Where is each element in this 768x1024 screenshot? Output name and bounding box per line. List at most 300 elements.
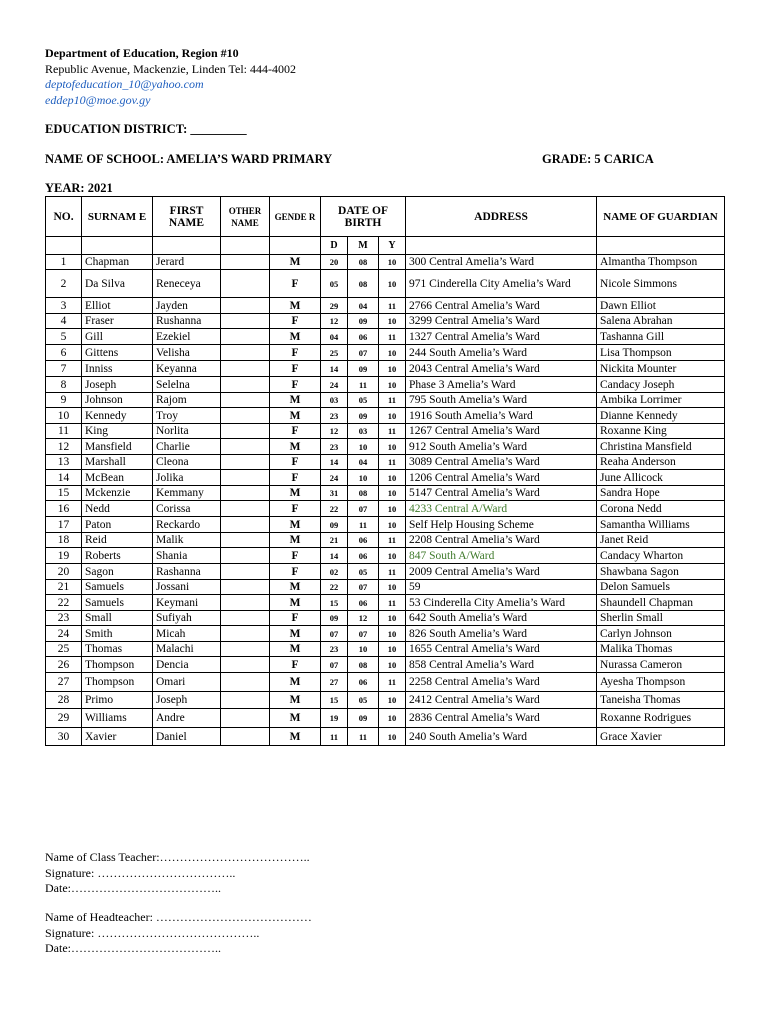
- table-row: [46, 377, 725, 393]
- address-cell: Phase 3 Amelia’s Ward: [406, 377, 597, 393]
- gender-cell: F: [270, 424, 321, 439]
- email-link-1[interactable]: deptofeducation_10@yahoo.com: [45, 77, 204, 91]
- table-row: [46, 424, 725, 439]
- address-cell: 2208 Central Amelia’s Ward: [406, 533, 597, 548]
- other-name-cell: [221, 611, 270, 626]
- department-address: Republic Avenue, Mackenzie, Linden Tel: 444-4002: [45, 61, 296, 76]
- table-row: [46, 517, 725, 533]
- header-gender: GENDE R: [270, 197, 321, 237]
- dob-month-cell: 11: [348, 728, 379, 746]
- first-name-cell: Charlie: [153, 439, 221, 455]
- address-cell: 2009 Central Amelia’s Ward: [406, 564, 597, 580]
- dob-day-cell: 24: [321, 377, 348, 393]
- header-no: NO.: [46, 197, 82, 237]
- dob-month-cell: 06: [348, 329, 379, 345]
- gender-cell: M: [270, 642, 321, 657]
- other-name-cell: [221, 595, 270, 611]
- table-body: [46, 255, 725, 746]
- header-date-of-birth: DATE OF BIRTH: [321, 197, 406, 237]
- surname-cell: King: [82, 424, 153, 439]
- dob-year-cell: 10: [379, 361, 406, 377]
- dob-year-cell: 10: [379, 314, 406, 329]
- row-number: 5: [46, 329, 82, 345]
- dob-day-cell: 07: [321, 626, 348, 642]
- dob-day-cell: 12: [321, 314, 348, 329]
- dob-day-cell: 29: [321, 298, 348, 314]
- first-name-cell: Rashanna: [153, 564, 221, 580]
- dob-year-cell: 10: [379, 580, 406, 595]
- surname-cell: McBean: [82, 470, 153, 486]
- address-cell: Self Help Housing Scheme: [406, 517, 597, 533]
- dob-month-cell: 03: [348, 424, 379, 439]
- guardian-cell: Carlyn Johnson: [597, 626, 725, 642]
- row-number: 18: [46, 533, 82, 548]
- dob-month-cell: 10: [348, 642, 379, 657]
- surname-cell: Roberts: [82, 548, 153, 564]
- row-number: 1: [46, 255, 82, 270]
- dob-year-cell: 10: [379, 408, 406, 424]
- dob-month-cell: 07: [348, 580, 379, 595]
- surname-cell: Mckenzie: [82, 486, 153, 501]
- table-row: [46, 361, 725, 377]
- table-row: [46, 709, 725, 728]
- header-guardian: NAME OF GUARDIAN: [597, 197, 725, 237]
- dob-month-cell: 06: [348, 595, 379, 611]
- dob-day-cell: 05: [321, 270, 348, 298]
- other-name-cell: [221, 393, 270, 408]
- other-name-cell: [221, 361, 270, 377]
- first-name-cell: Sufiyah: [153, 611, 221, 626]
- first-name-cell: Malik: [153, 533, 221, 548]
- table-row: [46, 595, 725, 611]
- gender-cell: M: [270, 580, 321, 595]
- dob-year-cell: 11: [379, 673, 406, 692]
- dob-month-cell: 10: [348, 439, 379, 455]
- dob-month-cell: 06: [348, 548, 379, 564]
- address-cell: 826 South Amelia’s Ward: [406, 626, 597, 642]
- dob-day-cell: 02: [321, 564, 348, 580]
- address-cell: 642 South Amelia’s Ward: [406, 611, 597, 626]
- gender-cell: M: [270, 255, 321, 270]
- dob-day-cell: 21: [321, 533, 348, 548]
- guardian-cell: Candacy Wharton: [597, 548, 725, 564]
- other-name-cell: [221, 517, 270, 533]
- other-name-cell: [221, 657, 270, 673]
- first-name-cell: Ezekiel: [153, 329, 221, 345]
- other-name-cell: [221, 377, 270, 393]
- other-name-cell: [221, 270, 270, 298]
- surname-cell: Mansfield: [82, 439, 153, 455]
- surname-cell: Thompson: [82, 657, 153, 673]
- dob-year-cell: 10: [379, 255, 406, 270]
- first-name-cell: Jolika: [153, 470, 221, 486]
- address-cell: 244 South Amelia’s Ward: [406, 345, 597, 361]
- other-name-cell: [221, 329, 270, 345]
- dob-month-cell: 08: [348, 255, 379, 270]
- gender-cell: F: [270, 314, 321, 329]
- letterhead: [45, 46, 296, 108]
- table-row: [46, 393, 725, 408]
- dob-year-cell: 11: [379, 424, 406, 439]
- other-name-cell: [221, 408, 270, 424]
- guardian-cell: Samantha Williams: [597, 517, 725, 533]
- row-number: 4: [46, 314, 82, 329]
- gender-cell: F: [270, 470, 321, 486]
- header-day: D: [321, 237, 348, 255]
- first-name-cell: Keyanna: [153, 361, 221, 377]
- first-name-cell: Rushanna: [153, 314, 221, 329]
- guardian-cell: Lisa Thompson: [597, 345, 725, 361]
- guardian-cell: Malika Thomas: [597, 642, 725, 657]
- surname-cell: Samuels: [82, 580, 153, 595]
- dob-day-cell: 11: [321, 728, 348, 746]
- gender-cell: M: [270, 486, 321, 501]
- dob-day-cell: 23: [321, 408, 348, 424]
- row-number: 14: [46, 470, 82, 486]
- row-number: 12: [46, 439, 82, 455]
- guardian-cell: Corona Nedd: [597, 501, 725, 517]
- table-row: [46, 611, 725, 626]
- gender-cell: M: [270, 692, 321, 709]
- other-name-cell: [221, 626, 270, 642]
- dob-day-cell: 25: [321, 345, 348, 361]
- other-name-cell: [221, 298, 270, 314]
- gender-cell: F: [270, 564, 321, 580]
- guardian-cell: Shawbana Sagon: [597, 564, 725, 580]
- table-row: [46, 548, 725, 564]
- first-name-cell: Andre: [153, 709, 221, 728]
- guardian-cell: Delon Samuels: [597, 580, 725, 595]
- table-row: [46, 408, 725, 424]
- dob-year-cell: 10: [379, 270, 406, 298]
- first-name-cell: Cleona: [153, 455, 221, 470]
- guardian-cell: Tashanna Gill: [597, 329, 725, 345]
- row-number: 13: [46, 455, 82, 470]
- guardian-cell: Candacy Joseph: [597, 377, 725, 393]
- education-district: EDUCATION DISTRICT: _________: [45, 122, 247, 136]
- other-name-cell: [221, 439, 270, 455]
- guardian-cell: Ayesha Thompson: [597, 673, 725, 692]
- address-cell: 2766 Central Amelia’s Ward: [406, 298, 597, 314]
- surname-cell: Small: [82, 611, 153, 626]
- subheader-empty: [221, 237, 270, 255]
- guardian-cell: Nickita Mounter: [597, 361, 725, 377]
- surname-cell: Kennedy: [82, 408, 153, 424]
- table-row: [46, 642, 725, 657]
- row-number: 17: [46, 517, 82, 533]
- address-cell: 300 Central Amelia’s Ward: [406, 255, 597, 270]
- other-name-cell: [221, 692, 270, 709]
- surname-cell: Smith: [82, 626, 153, 642]
- header-surname: SURNAM E: [82, 197, 153, 237]
- gender-cell: F: [270, 361, 321, 377]
- address-cell: 240 South Amelia’s Ward: [406, 728, 597, 746]
- surname-cell: Chapman: [82, 255, 153, 270]
- row-number: 9: [46, 393, 82, 408]
- dob-year-cell: 10: [379, 709, 406, 728]
- row-number: 26: [46, 657, 82, 673]
- surname-cell: Primo: [82, 692, 153, 709]
- dob-day-cell: 15: [321, 692, 348, 709]
- dob-year-cell: 10: [379, 642, 406, 657]
- dob-year-cell: 10: [379, 517, 406, 533]
- surname-cell: Da Silva: [82, 270, 153, 298]
- dob-year-cell: 10: [379, 439, 406, 455]
- first-name-cell: Dencia: [153, 657, 221, 673]
- address-cell: 858 Central Amelia’s Ward: [406, 657, 597, 673]
- surname-cell: Sagon: [82, 564, 153, 580]
- dob-year-cell: 11: [379, 455, 406, 470]
- dob-day-cell: 22: [321, 580, 348, 595]
- dob-day-cell: 09: [321, 517, 348, 533]
- gender-cell: F: [270, 501, 321, 517]
- dob-year-cell: 10: [379, 501, 406, 517]
- gender-cell: F: [270, 657, 321, 673]
- other-name-cell: [221, 486, 270, 501]
- subheader-empty: [82, 237, 153, 255]
- headteacher-block: [45, 910, 312, 957]
- subheader-empty: [597, 237, 725, 255]
- table-row: [46, 692, 725, 709]
- email-link-2[interactable]: eddep10@moe.gov.gy: [45, 92, 151, 107]
- gender-cell: M: [270, 728, 321, 746]
- address-cell: 1916 South Amelia’s Ward: [406, 408, 597, 424]
- row-number: 2: [46, 270, 82, 298]
- other-name-cell: [221, 580, 270, 595]
- dob-month-cell: 06: [348, 533, 379, 548]
- address-cell: 912 South Amelia’s Ward: [406, 439, 597, 455]
- gender-cell: M: [270, 533, 321, 548]
- table-row: [46, 626, 725, 642]
- address-cell: 1655 Central Amelia’s Ward: [406, 642, 597, 657]
- dob-month-cell: 05: [348, 393, 379, 408]
- surname-cell: Thomas: [82, 642, 153, 657]
- dob-month-cell: 11: [348, 517, 379, 533]
- dob-day-cell: 23: [321, 439, 348, 455]
- dob-year-cell: 10: [379, 470, 406, 486]
- gender-cell: F: [270, 611, 321, 626]
- row-number: 25: [46, 642, 82, 657]
- gender-cell: M: [270, 595, 321, 611]
- address-cell: 4233 Central A/Ward: [406, 501, 597, 517]
- other-name-cell: [221, 533, 270, 548]
- surname-cell: Gittens: [82, 345, 153, 361]
- gender-cell: F: [270, 377, 321, 393]
- other-name-cell: [221, 424, 270, 439]
- guardian-cell: Shaundell Chapman: [597, 595, 725, 611]
- surname-cell: Joseph: [82, 377, 153, 393]
- guardian-cell: Janet Reid: [597, 533, 725, 548]
- header-first-name: FIRST NAME: [153, 197, 221, 237]
- header-other-name: OTHER NAME: [221, 197, 270, 237]
- other-name-cell: [221, 314, 270, 329]
- row-number: 10: [46, 408, 82, 424]
- other-name-cell: [221, 501, 270, 517]
- guardian-cell: Reaha Anderson: [597, 455, 725, 470]
- first-name-cell: Selelna: [153, 377, 221, 393]
- table-row: [46, 657, 725, 673]
- grade-label: GRADE: 5 CARICA: [542, 152, 654, 166]
- first-name-cell: Kemmany: [153, 486, 221, 501]
- row-number: 28: [46, 692, 82, 709]
- table-row: [46, 439, 725, 455]
- address-cell: 59: [406, 580, 597, 595]
- surname-cell: Thompson: [82, 673, 153, 692]
- dob-month-cell: 08: [348, 657, 379, 673]
- row-number: 22: [46, 595, 82, 611]
- subheader-empty: [153, 237, 221, 255]
- dob-year-cell: 10: [379, 377, 406, 393]
- dob-month-cell: 09: [348, 408, 379, 424]
- dob-month-cell: 10: [348, 470, 379, 486]
- table-row: [46, 673, 725, 692]
- first-name-cell: Reneceya: [153, 270, 221, 298]
- dob-day-cell: 20: [321, 255, 348, 270]
- first-name-cell: Troy: [153, 408, 221, 424]
- table-row: [46, 728, 725, 746]
- address-cell: 2258 Central Amelia’s Ward: [406, 673, 597, 692]
- dob-month-cell: 06: [348, 673, 379, 692]
- subheader-empty: [270, 237, 321, 255]
- dob-year-cell: 10: [379, 692, 406, 709]
- dob-day-cell: 12: [321, 424, 348, 439]
- dob-day-cell: 19: [321, 709, 348, 728]
- table-row: [46, 501, 725, 517]
- dob-month-cell: 11: [348, 377, 379, 393]
- surname-cell: Samuels: [82, 595, 153, 611]
- subheader-empty: [46, 237, 82, 255]
- first-name-cell: Keymani: [153, 595, 221, 611]
- dob-day-cell: 24: [321, 470, 348, 486]
- dob-year-cell: 10: [379, 548, 406, 564]
- row-number: 20: [46, 564, 82, 580]
- first-name-cell: Jerard: [153, 255, 221, 270]
- gender-cell: M: [270, 298, 321, 314]
- table-row: [46, 486, 725, 501]
- gender-cell: M: [270, 408, 321, 424]
- first-name-cell: Joseph: [153, 692, 221, 709]
- header-address: ADDRESS: [406, 197, 597, 237]
- first-name-cell: Norlita: [153, 424, 221, 439]
- dob-year-cell: 10: [379, 486, 406, 501]
- dob-month-cell: 09: [348, 314, 379, 329]
- surname-cell: Marshall: [82, 455, 153, 470]
- guardian-cell: Taneisha Thomas: [597, 692, 725, 709]
- row-number: 30: [46, 728, 82, 746]
- header-year: Y: [379, 237, 406, 255]
- surname-cell: Elliot: [82, 298, 153, 314]
- other-name-cell: [221, 564, 270, 580]
- surname-cell: Fraser: [82, 314, 153, 329]
- row-number: 11: [46, 424, 82, 439]
- class-teacher-name: Name of Class Teacher:………………………………..: [45, 850, 310, 864]
- dob-year-cell: 10: [379, 728, 406, 746]
- row-number: 3: [46, 298, 82, 314]
- table-row: [46, 329, 725, 345]
- guardian-cell: Sandra Hope: [597, 486, 725, 501]
- other-name-cell: [221, 728, 270, 746]
- dob-month-cell: 07: [348, 501, 379, 517]
- dob-day-cell: 14: [321, 361, 348, 377]
- table-row: [46, 470, 725, 486]
- surname-cell: Nedd: [82, 501, 153, 517]
- address-cell: 2412 Central Amelia’s Ward: [406, 692, 597, 709]
- row-number: 8: [46, 377, 82, 393]
- row-number: 16: [46, 501, 82, 517]
- dob-month-cell: 09: [348, 709, 379, 728]
- dob-day-cell: 14: [321, 455, 348, 470]
- surname-cell: Gill: [82, 329, 153, 345]
- row-number: 6: [46, 345, 82, 361]
- first-name-cell: Jayden: [153, 298, 221, 314]
- gender-cell: F: [270, 270, 321, 298]
- first-name-cell: Velisha: [153, 345, 221, 361]
- dob-day-cell: 31: [321, 486, 348, 501]
- guardian-cell: Nurassa Cameron: [597, 657, 725, 673]
- address-cell: 795 South Amelia’s Ward: [406, 393, 597, 408]
- other-name-cell: [221, 548, 270, 564]
- first-name-cell: Reckardo: [153, 517, 221, 533]
- dob-year-cell: 10: [379, 611, 406, 626]
- other-name-cell: [221, 673, 270, 692]
- gender-cell: F: [270, 345, 321, 361]
- row-number: 23: [46, 611, 82, 626]
- address-cell: 3089 Central Amelia’s Ward: [406, 455, 597, 470]
- table-row: [46, 564, 725, 580]
- table-row: [46, 255, 725, 270]
- subheader-empty: [406, 237, 597, 255]
- address-cell: 1267 Central Amelia’s Ward: [406, 424, 597, 439]
- guardian-cell: June Allicock: [597, 470, 725, 486]
- dob-year-cell: 11: [379, 564, 406, 580]
- surname-cell: Paton: [82, 517, 153, 533]
- first-name-cell: Malachi: [153, 642, 221, 657]
- dob-day-cell: 23: [321, 642, 348, 657]
- dob-month-cell: 12: [348, 611, 379, 626]
- dob-month-cell: 08: [348, 270, 379, 298]
- year-label: YEAR: 2021: [45, 181, 113, 195]
- address-cell: 1206 Central Amelia’s Ward: [406, 470, 597, 486]
- row-number: 24: [46, 626, 82, 642]
- dob-day-cell: 03: [321, 393, 348, 408]
- guardian-cell: Grace Xavier: [597, 728, 725, 746]
- class-teacher-signature: Signature: ……………………………..: [45, 865, 236, 880]
- dob-day-cell: 22: [321, 501, 348, 517]
- dob-day-cell: 09: [321, 611, 348, 626]
- first-name-cell: Jossani: [153, 580, 221, 595]
- address-cell: 2043 Central Amelia’s Ward: [406, 361, 597, 377]
- surname-cell: Inniss: [82, 361, 153, 377]
- first-name-cell: Corissa: [153, 501, 221, 517]
- school-name: NAME OF SCHOOL: AMELIA’S WARD PRIMARY: [45, 152, 333, 166]
- dob-year-cell: 10: [379, 657, 406, 673]
- gender-cell: M: [270, 393, 321, 408]
- guardian-cell: Salena Abrahan: [597, 314, 725, 329]
- row-number: 27: [46, 673, 82, 692]
- surname-cell: Johnson: [82, 393, 153, 408]
- table-row: [46, 533, 725, 548]
- row-number: 19: [46, 548, 82, 564]
- dob-year-cell: 11: [379, 298, 406, 314]
- class-teacher-block: [45, 850, 310, 897]
- guardian-cell: Roxanne King: [597, 424, 725, 439]
- dob-day-cell: 15: [321, 595, 348, 611]
- class-teacher-date: Date:………………………………..: [45, 881, 221, 895]
- gender-cell: M: [270, 709, 321, 728]
- guardian-cell: Dianne Kennedy: [597, 408, 725, 424]
- address-cell: 3299 Central Amelia’s Ward: [406, 314, 597, 329]
- dob-year-cell: 10: [379, 345, 406, 361]
